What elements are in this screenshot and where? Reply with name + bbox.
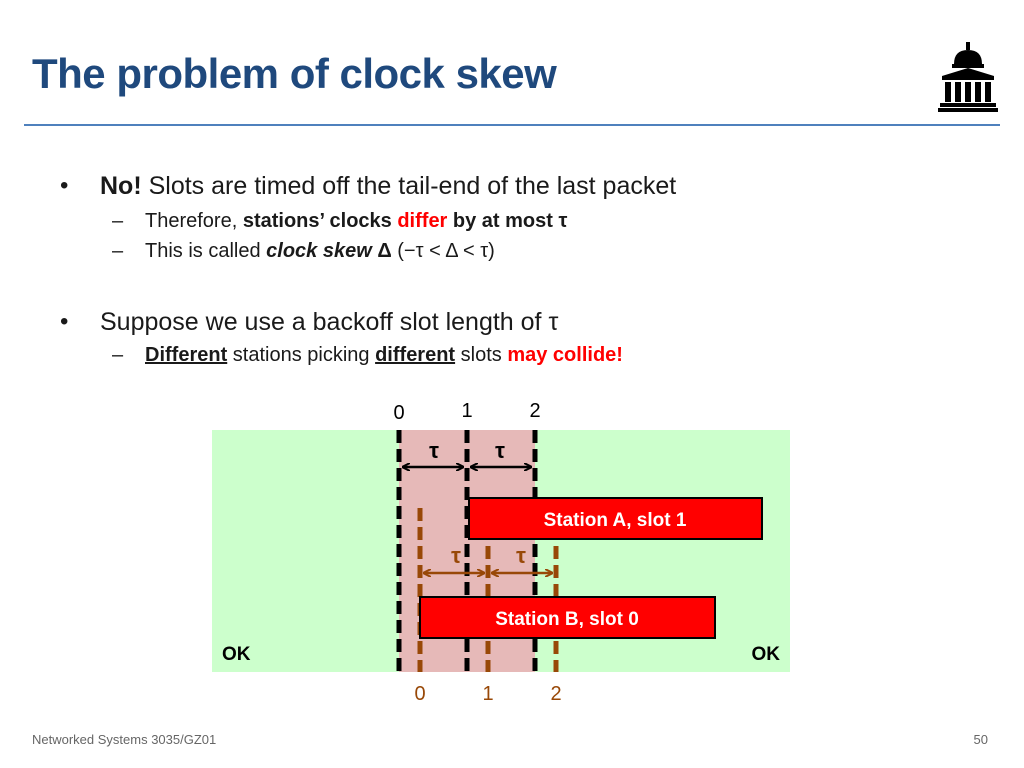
bullet-suppose [62,308,558,337]
bullet-suppose-text: Suppose we use a backoff slot length of τ [100,308,559,336]
sub-bullet-collide [112,344,623,367]
footer-course: Networked Systems 3035/GZ01 [32,732,217,747]
station-b-label: Station B, slot 0 [495,609,639,630]
text-red: may collide! [507,344,623,366]
university-building-icon [936,40,1000,112]
text-bold: by at most τ [447,210,568,232]
bullet-no [62,172,676,201]
bottom-tick-0: 0 [414,683,426,705]
ok-label-left: OK [222,644,251,665]
sub-bullet-clocks [112,210,567,233]
slide-title: The problem of clock skew [32,50,557,97]
bullet-no-text: Slots are timed off the tail-end of the last packet [141,172,677,200]
top-tick-0: 0 [393,402,405,424]
top-tick-1: 1 [461,400,473,422]
title-divider [24,124,1000,126]
text: (−τ < Δ < τ) [391,240,495,262]
top-tick-2: 2 [529,400,541,422]
text: This is called [145,240,267,262]
tau-label-b2: τ [516,543,526,568]
bottom-tick-1: 1 [482,683,494,705]
dash: – [112,210,124,232]
bottom-tick-2: 2 [550,683,562,705]
tau-label-a2: τ [495,438,505,463]
text-bold: stations’ clocks [242,210,398,232]
page-number: 50 [973,732,988,747]
bullet-no-bold: No! [100,172,142,200]
sub-bullet-skew [112,240,495,263]
tau-label-b1: τ [451,543,461,568]
text-bold: Δ [371,240,392,262]
station-a-label: Station A, slot 1 [543,510,687,531]
dash: – [112,240,124,262]
text-red: differ [397,210,448,232]
text-underline: different [375,344,456,366]
ok-label-right: OK [751,644,780,665]
tau-label-a1: τ [429,438,439,463]
text: slots [455,344,508,366]
text: stations picking [227,344,376,366]
bullet-dot: • [60,172,69,199]
dash: – [112,344,124,366]
text: Therefore, [145,210,243,232]
text-bold-italic: clock skew [266,240,372,262]
text-underline: Different [145,344,228,366]
bullet-dot: • [60,308,69,335]
